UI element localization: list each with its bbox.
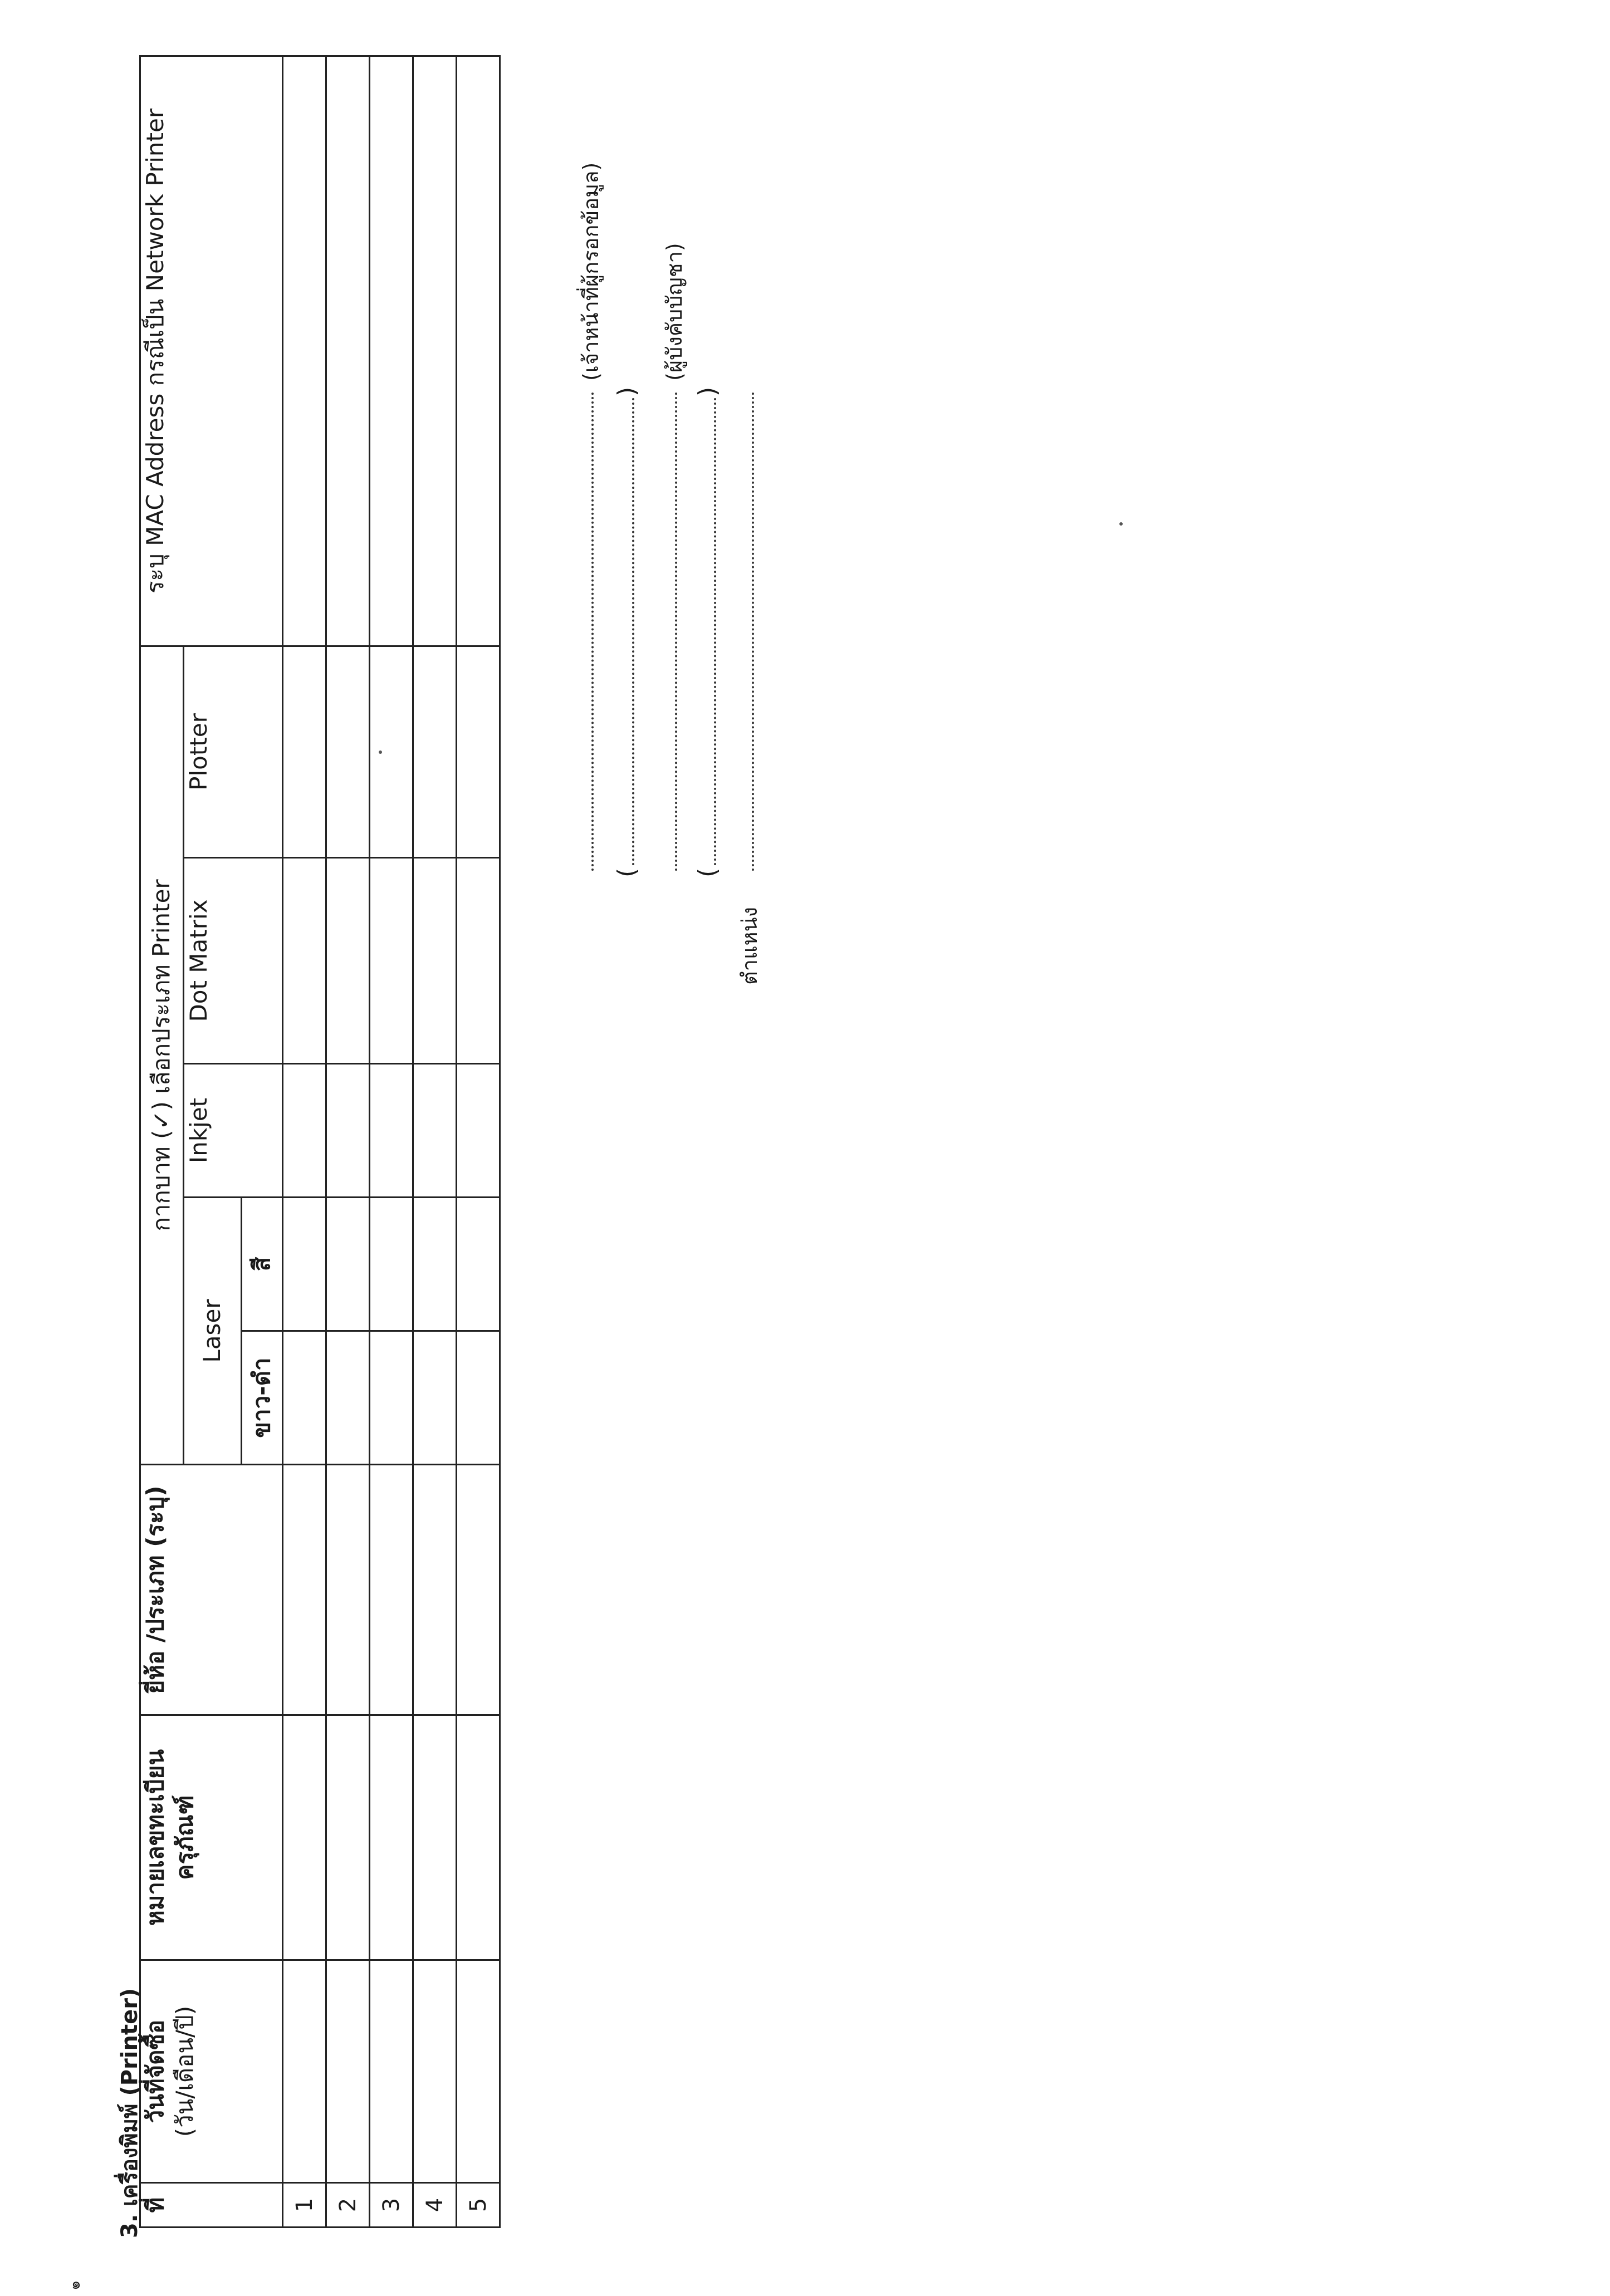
cell-brand-type[interactable]	[283, 1465, 326, 1715]
header-asset-reg-line2: ครุภัณฑ์	[170, 1795, 198, 1880]
cell-laser-bw[interactable]	[326, 1331, 370, 1465]
page-mark: ๑	[71, 2274, 81, 2293]
cell-dot-matrix[interactable]	[326, 858, 370, 1064]
row-number: 2	[326, 2183, 370, 2228]
cell-brand-type[interactable]	[326, 1465, 370, 1715]
cell-purchase-date[interactable]	[326, 1960, 370, 2183]
table-row	[326, 56, 370, 2227]
header-laser-color: สี	[242, 1198, 283, 1331]
cell-purchase-date[interactable]	[283, 1960, 326, 2183]
cell-asset-reg[interactable]	[457, 1715, 500, 1960]
cell-inkjet[interactable]	[370, 1064, 413, 1198]
cell-laser-bw[interactable]	[457, 1331, 500, 1465]
cell-plotter[interactable]	[413, 646, 457, 857]
header-plotter: Plotter	[184, 646, 283, 857]
supervisor-name-close-paren: )	[693, 386, 722, 396]
cell-brand-type[interactable]	[413, 1465, 457, 1715]
header-inkjet: Inkjet	[184, 1064, 283, 1198]
header-laser-bw: ขาว-ดำ	[242, 1331, 283, 1465]
cell-dot-matrix[interactable]	[370, 858, 413, 1064]
header-no: ที่	[140, 2183, 283, 2228]
cell-mac-address[interactable]	[457, 56, 500, 646]
cell-asset-reg[interactable]	[370, 1715, 413, 1960]
cell-plotter[interactable]	[283, 646, 326, 857]
header-purchase-date	[140, 1960, 283, 2183]
cell-mac-address[interactable]	[370, 56, 413, 646]
table-row	[283, 56, 326, 2227]
row-number: 5	[457, 2183, 500, 2228]
cell-plotter[interactable]	[326, 646, 370, 857]
cell-purchase-date[interactable]	[413, 1960, 457, 2183]
header-brand-type: ยี่ห้อ /ประเภท (ระบุ)	[140, 1465, 283, 1715]
recorder-name-close-paren: )	[613, 386, 641, 396]
cell-dot-matrix[interactable]	[283, 858, 326, 1064]
cell-purchase-date[interactable]	[457, 1960, 500, 2183]
section-title: 3. เครื่องพิมพ์ (Printer)	[117, 1988, 143, 2238]
cell-brand-type[interactable]	[457, 1465, 500, 1715]
supervisor-name-open-paren: (	[693, 867, 722, 877]
recorder-signature-line[interactable]	[591, 392, 594, 871]
row-number: 4	[413, 2183, 457, 2228]
position-line[interactable]	[752, 392, 754, 871]
supervisor-label: (ผู้บังคับบัญชา)	[662, 243, 687, 381]
cell-laser-color[interactable]	[370, 1198, 413, 1331]
cell-plotter[interactable]	[457, 646, 500, 857]
recorder-name-line[interactable]	[632, 398, 634, 865]
cell-laser-bw[interactable]	[283, 1331, 326, 1465]
cell-plotter[interactable]	[370, 646, 413, 857]
cell-purchase-date[interactable]	[370, 1960, 413, 2183]
cell-laser-color[interactable]	[326, 1198, 370, 1331]
recorder-name-open-paren: (	[613, 867, 641, 877]
row-number: 3	[370, 2183, 413, 2228]
cell-laser-color[interactable]	[283, 1198, 326, 1331]
cell-brand-type[interactable]	[370, 1465, 413, 1715]
cell-inkjet[interactable]	[283, 1064, 326, 1198]
cell-asset-reg[interactable]	[413, 1715, 457, 1960]
cell-mac-address[interactable]	[283, 56, 326, 646]
table-row	[370, 56, 413, 2227]
cell-dot-matrix[interactable]	[413, 858, 457, 1064]
header-asset-registration	[140, 1715, 283, 1960]
scan-speck	[1119, 522, 1123, 526]
row-number: 1	[283, 2183, 326, 2228]
cell-laser-color[interactable]	[413, 1198, 457, 1331]
cell-inkjet[interactable]	[457, 1064, 500, 1198]
cell-laser-bw[interactable]	[413, 1331, 457, 1465]
header-mac-address: ระบุ MAC Address กรณีเป็น Network Printer	[140, 56, 283, 646]
supervisor-signature-line[interactable]	[675, 392, 677, 871]
cell-mac-address[interactable]	[326, 56, 370, 646]
printer-inventory-table	[139, 55, 501, 2228]
header-dot-matrix: Dot Matrix	[184, 858, 283, 1064]
cell-mac-address[interactable]	[413, 56, 457, 646]
recorder-label: (เจ้าหน้าที่ผู้กรอกข้อมูล)	[579, 162, 603, 381]
header-printer-type-group: กากบาท (✓) เลือกประเภท Printer	[140, 646, 184, 1464]
header-laser: Laser	[184, 1198, 242, 1465]
cell-laser-bw[interactable]	[370, 1331, 413, 1465]
header-purchase-date-line1: วันที่จัดซื้อ	[141, 2019, 169, 2123]
cell-dot-matrix[interactable]	[457, 858, 500, 1064]
cell-laser-color[interactable]	[457, 1198, 500, 1331]
supervisor-name-line[interactable]	[714, 398, 716, 865]
cell-asset-reg[interactable]	[326, 1715, 370, 1960]
header-purchase-date-line2: (วัน/เดือน/ปี)	[170, 2005, 198, 2137]
position-label: ตำแหน่ง	[737, 906, 762, 985]
scan-speck	[379, 750, 382, 754]
header-asset-reg-line1: หมายเลขทะเบียน	[141, 1749, 169, 1926]
table-row	[457, 56, 500, 2227]
cell-inkjet[interactable]	[326, 1064, 370, 1198]
cell-inkjet[interactable]	[413, 1064, 457, 1198]
table-row	[413, 56, 457, 2227]
cell-asset-reg[interactable]	[283, 1715, 326, 1960]
